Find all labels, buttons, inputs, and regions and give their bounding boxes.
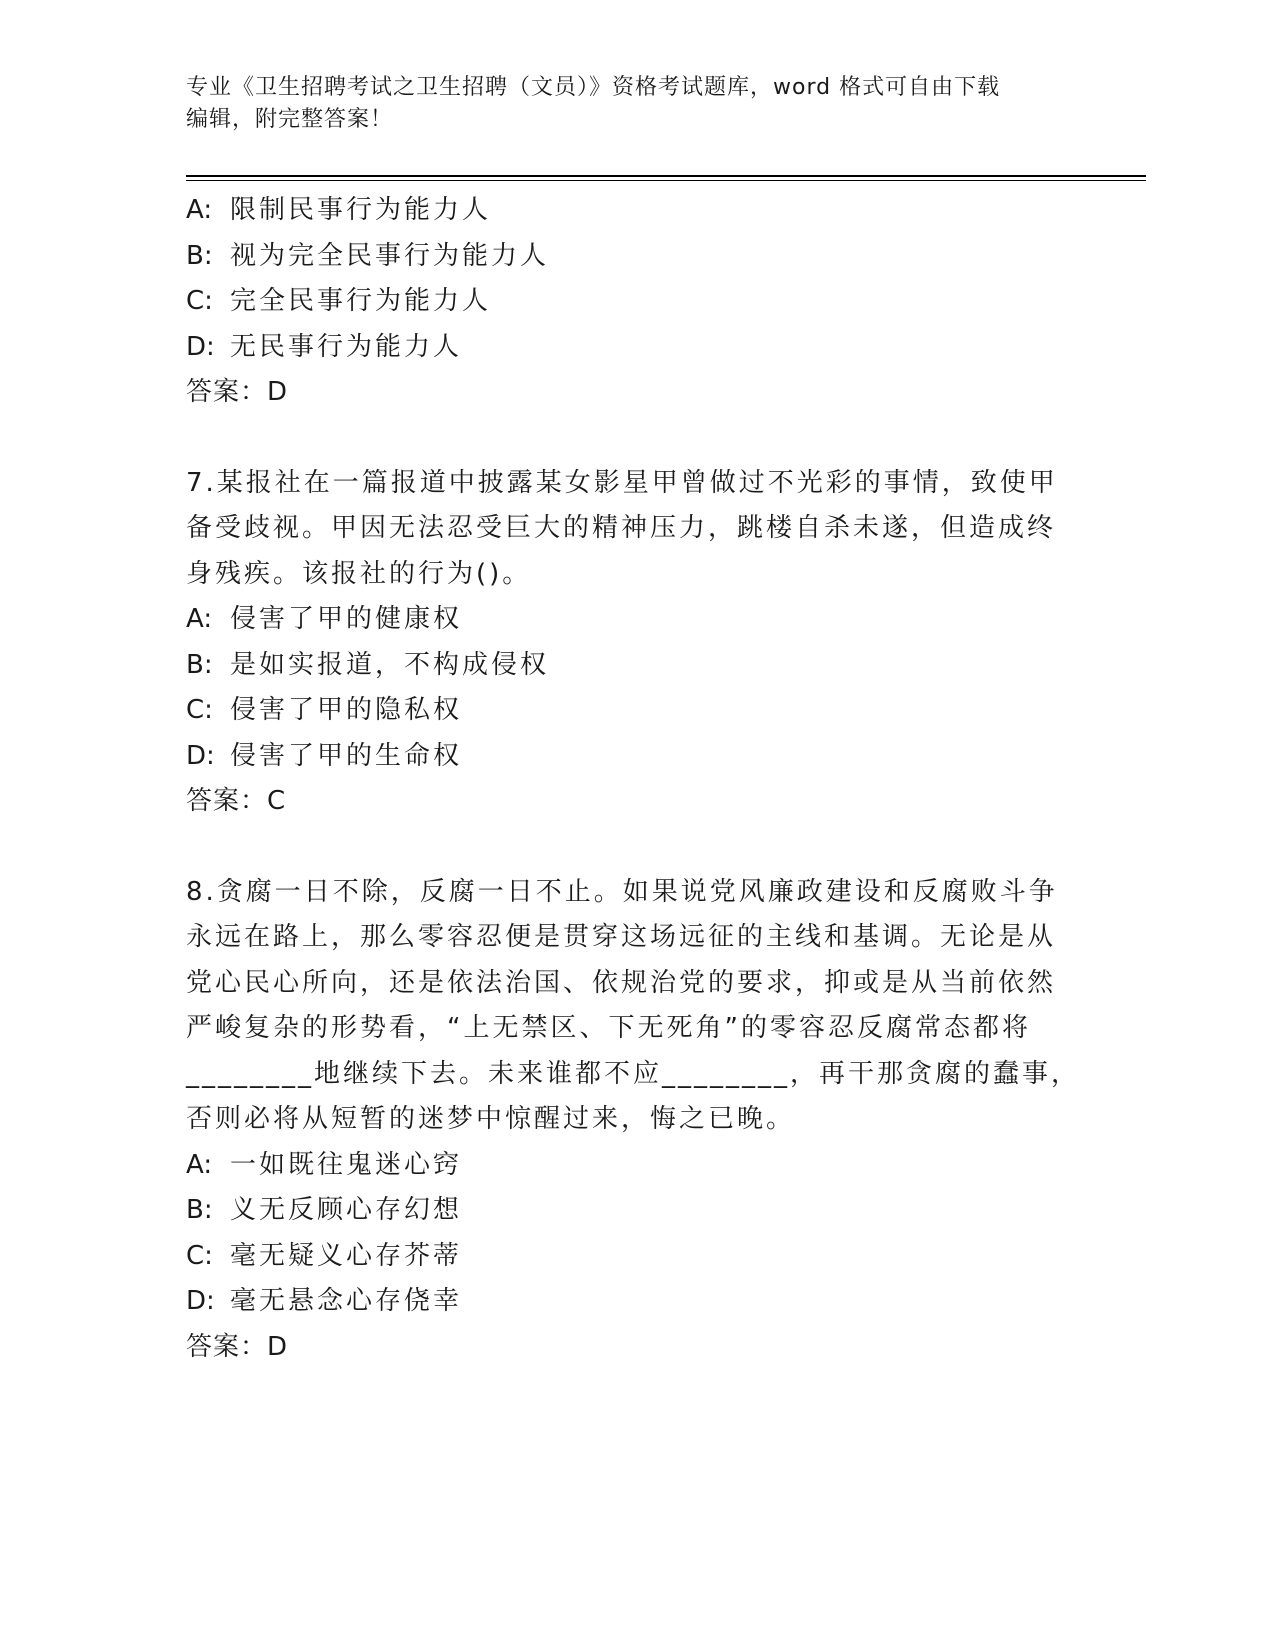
question-list — [186, 188, 1086, 1370]
option-d: D: 侵害了甲的生命权 — [186, 740, 463, 771]
stem-line: 党心民心所向，还是依法治国、依规治党的要求，抑或是从当前依然 — [186, 967, 1057, 998]
spacer — [186, 416, 1086, 461]
option-d: D: 无民事行为能力人 — [186, 331, 463, 362]
stem-line: 永远在路上，那么零容忍便是贯穿这场远征的主线和基调。无论是从 — [186, 922, 1057, 952]
stem-line: 8.贪腐一日不除，反腐一日不止。如果说党风廉政建设和反腐败斗争 — [186, 876, 1058, 907]
document-header — [186, 72, 1066, 136]
option-c: C: 侵害了甲的隐私权 — [186, 695, 463, 725]
question-stem — [186, 461, 1056, 598]
option-a: A: 侵害了甲的健康权 — [186, 604, 463, 634]
stem-line: 否则必将从短暂的迷梦中惊醒过来，悔之已晚。 — [186, 1104, 796, 1134]
option-b: B: 视为完全民事行为能力人 — [186, 240, 550, 271]
question-6 — [186, 188, 1086, 416]
option-b: B: 是如实报道，不构成侵权 — [186, 649, 550, 680]
option-b: B: 义无反顾心存幻想 — [186, 1195, 463, 1225]
question-stem — [186, 870, 1081, 1143]
question-7 — [186, 461, 1086, 825]
option-c: C: 毫无疑义心存芥蒂 — [186, 1240, 463, 1271]
stem-line: 身残疾。该报社的行为()。 — [186, 558, 532, 589]
option-a: A: 限制民事行为能力人 — [186, 195, 492, 225]
answer: 答案：D — [186, 1331, 289, 1362]
header-divider-thin — [186, 180, 1146, 181]
option-c: C: 完全民事行为能力人 — [186, 286, 492, 316]
question-8 — [186, 870, 1086, 1371]
answer: 答案：D — [186, 377, 289, 407]
option-d: D: 毫无悬念心存侥幸 — [186, 1286, 463, 1316]
stem-line: 7.某报社在一篇报道中披露某女影星甲曾做过不光彩的事情，致使甲 — [186, 467, 1058, 498]
stem-line: 严峻复杂的形势看，“上无禁区、下无死角”的零容忍反腐常态都将 — [186, 1013, 1031, 1043]
answer: 答案：C — [186, 786, 287, 816]
spacer — [186, 825, 1086, 870]
header-line-1: 专业《卫生招聘考试之卫生招聘（文员）》资格考试题库，word 格式可自由下载 — [186, 75, 1001, 100]
stem-line: ________地继续下去。未来谁都不应________，再干那贪腐的蠢事， — [186, 1058, 1081, 1089]
header-line-2: 编辑，附完整答案！ — [186, 107, 394, 132]
stem-line: 备受歧视。甲因无法忍受巨大的精神压力，跳楼自杀未遂，但造成终 — [186, 513, 1057, 543]
header-divider-thick — [186, 175, 1146, 177]
option-a: A: 一如既往鬼迷心窍 — [186, 1149, 463, 1180]
